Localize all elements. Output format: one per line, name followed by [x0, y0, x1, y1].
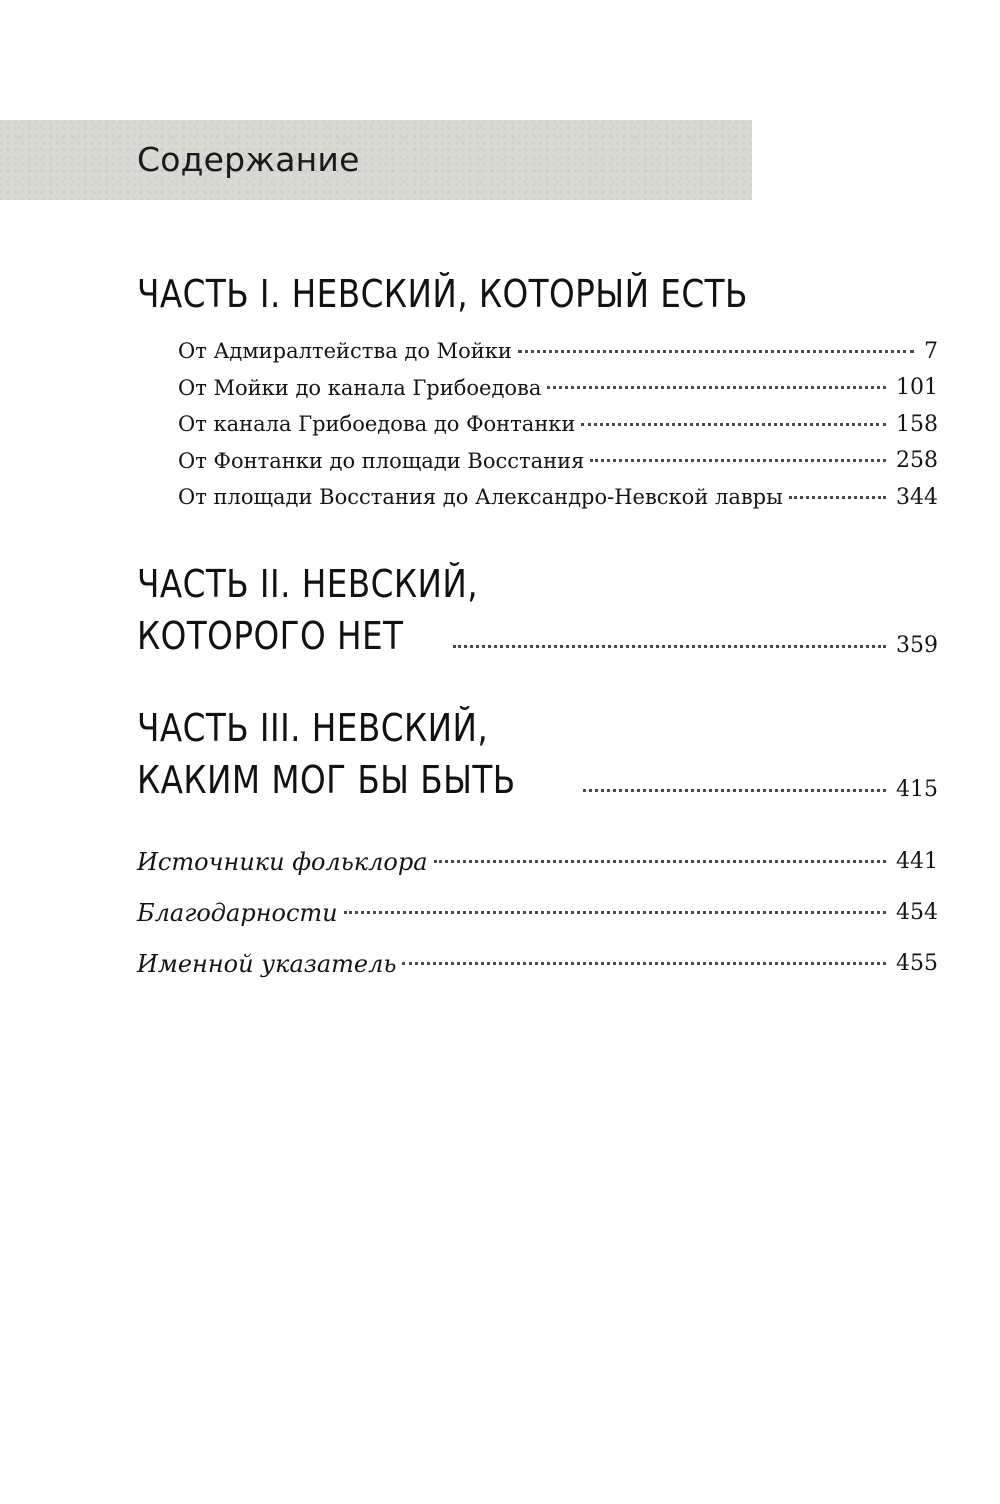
chapter-entry[interactable]: [178, 479, 938, 516]
chapter-entry[interactable]: [178, 443, 938, 480]
part-3-heading-line2: КАКИМ МОГ БЫ БЫТЬ: [137, 758, 516, 802]
chapter-page-number: 158: [896, 411, 938, 437]
back-matter-title: Благодарности: [137, 898, 338, 927]
chapter-entry[interactable]: [178, 406, 938, 443]
chapter-page-number: 344: [896, 484, 938, 510]
leader-dots: [344, 911, 886, 914]
back-matter-entry[interactable]: [137, 938, 938, 989]
leader-dots: [547, 386, 886, 389]
back-matter-title: Источники фольклора: [137, 847, 428, 876]
leader-dots: [518, 350, 914, 353]
chapter-entry[interactable]: [178, 370, 938, 407]
part-3-entry[interactable]: [137, 754, 938, 806]
toc-title: Содержание: [137, 140, 360, 179]
back-matter-page-number: 455: [896, 951, 938, 976]
part-1-chapter-list: [178, 333, 938, 516]
back-matter-list: [137, 836, 938, 989]
leader-dots: [434, 860, 886, 863]
leader-dots: [453, 645, 886, 648]
part-2-heading-line1: ЧАСТЬ II. НЕВСКИЙ,: [137, 562, 479, 606]
chapter-entry[interactable]: [178, 333, 938, 370]
back-matter-entry[interactable]: [137, 836, 938, 887]
back-matter-page-number: 454: [896, 900, 938, 925]
leader-dots: [402, 962, 886, 965]
leader-dots: [581, 423, 886, 426]
back-matter-title: Именной указатель: [137, 949, 397, 978]
chapter-title: От Адмиралтейства до Мойки: [178, 339, 512, 364]
part-2-heading-line2: КОТОРОГО НЕТ: [137, 614, 404, 658]
back-matter-page-number: 441: [896, 849, 938, 874]
leader-dots: [590, 459, 886, 462]
part-3-page-number: 415: [896, 777, 938, 802]
part-1-heading: ЧАСТЬ I. НЕВСКИЙ, КОТОРЫЙ ЕСТЬ: [137, 272, 748, 316]
chapter-title: От канала Грибоедова до Фонтанки: [178, 412, 576, 437]
part-3-heading-line1: ЧАСТЬ III. НЕВСКИЙ,: [137, 706, 489, 750]
leader-dots: [789, 496, 886, 499]
part-2-entry[interactable]: [137, 610, 938, 662]
chapter-page-number: 7: [924, 338, 938, 364]
part-2-page-number: 359: [896, 633, 938, 658]
chapter-title: От Фонтанки до площади Восстания: [178, 448, 585, 473]
leader-dots: [583, 789, 886, 792]
header-band: [0, 120, 752, 200]
chapter-page-number: 258: [896, 448, 938, 474]
back-matter-entry[interactable]: [137, 887, 938, 938]
chapter-title: От площади Восстания до Александро-Невской лавры: [178, 485, 783, 510]
chapter-title: От Мойки до канала Грибоедова: [178, 375, 542, 400]
chapter-page-number: 101: [896, 375, 938, 401]
